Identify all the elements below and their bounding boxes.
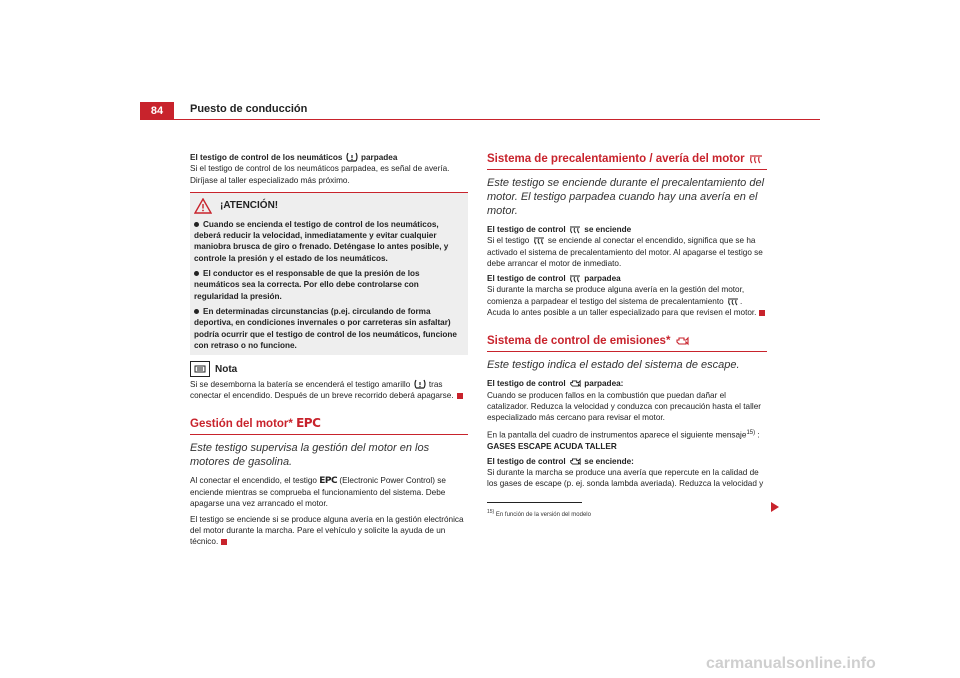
emissions-sub1-b: parpadea: — [584, 379, 624, 389]
next-page-arrow-icon[interactable] — [770, 502, 780, 512]
footnote — [487, 507, 767, 521]
preheat-para1-a: Si el testigo — [487, 236, 530, 246]
epc-icon: EPC — [296, 415, 321, 430]
emissions-message: GASES ESCAPE ACUDA TALLER — [487, 441, 617, 451]
engine-icon — [675, 336, 689, 346]
bullet-icon — [194, 271, 199, 276]
epc-section-title-text: Gestión del motor* — [190, 417, 293, 430]
footnote-rule — [487, 502, 582, 503]
emissions-sub2-b: se enciende: — [584, 456, 634, 466]
preheat-lead: Este testigo se enciende durante el precalentamiento del motor. El testigo parpadea cuando hay una avería en el motor. — [487, 177, 765, 217]
warning-item — [194, 306, 464, 351]
epc-section-title — [190, 416, 468, 431]
emissions-sub1 — [487, 378, 767, 389]
preheat-sub1 — [487, 224, 767, 235]
emissions-sub2 — [487, 456, 767, 467]
note-icon — [190, 361, 210, 377]
emissions-para2-text: En la pantalla del cuadro de instrumentos aparece el siguiente mensaje — [487, 430, 747, 440]
epc-para1-a: Al conectar el encendido, el testigo — [190, 475, 317, 485]
page-number: 84 — [140, 102, 174, 119]
epc-para2-text: El testigo se enciende si se produce alguna avería en la gestión electrónica del motor durante la marcha. Pare el vehículo y solicite la ayuda de un técnico. — [190, 514, 464, 547]
tire-heading-state: parpadea — [360, 153, 398, 162]
preheat-para1 — [487, 235, 767, 269]
end-marker-icon — [221, 539, 227, 545]
engine-icon — [569, 457, 581, 466]
emissions-title-text: Sistema de control de emisiones* — [487, 335, 671, 348]
note-text — [190, 379, 468, 402]
glow-plug-icon — [727, 297, 739, 306]
preheat-sub2 — [487, 273, 767, 284]
warning-item-text: El conductor es el responsable de que la presión de los neumáticos sea la correcta. Por ello debe controlarse con regularidad la presión. — [194, 269, 420, 301]
bullet-icon — [194, 309, 199, 314]
glow-plug-icon — [569, 274, 581, 283]
epc-para1-b: (Electronic Power Control) se enciende mientras se comprueba el funcionamiento del sistema. Debe apagarse una vez arrancado el motor. — [190, 475, 446, 509]
end-marker-icon — [457, 393, 463, 399]
tire-heading — [190, 152, 468, 163]
watermark: carmanualsonline.info — [706, 655, 876, 672]
emissions-para3: Si durante la marcha se produce una avería que repercute en la calidad de los gases de escape (p. ej. sonda lambda averiada). Reduzca la velocidad y — [487, 468, 764, 489]
emissions-sub1-a: El testigo de control — [487, 379, 566, 389]
tire-pressure-icon — [346, 152, 358, 162]
emissions-para2-end: : — [757, 430, 760, 440]
note-title — [190, 361, 468, 377]
warning-item — [194, 268, 464, 302]
preheat-para1-b: se enciende al conectar el encendido, significa que se ha activado el sistema de precalentamiento del motor. Al apagarse el testigo se debe arrancar el motor de inmediato. — [487, 236, 763, 268]
preheat-sub2-b: parpadea — [584, 274, 621, 284]
emissions-sub2-a: El testigo de control — [487, 456, 566, 466]
note-hand-icon — [194, 364, 206, 374]
preheat-sub1-a: El testigo de control — [487, 225, 566, 234]
epc-para2 — [190, 514, 468, 548]
right-column — [487, 152, 767, 521]
bullet-icon — [194, 222, 199, 227]
emissions-para1: Cuando se producen fallos en la combustión que puedan dañar el catalizador. Reduzca la velocidad y conduzca con precaución hasta el taller especializado más cercano para revisar el motor. — [487, 390, 761, 423]
warning-item-text: En determinadas circunstancias (p.ej. circulando de forma deportiva, en condiciones invernales o por carreteras sin asfaltar) podría ocurrir que el testigo de control de los neumáticos, funcione con retraso o no funcione. — [194, 306, 457, 350]
warning-box — [190, 192, 468, 355]
epc-lead: Este testigo supervisa la gestión del motor en los motores de gasolina. — [190, 441, 430, 468]
header-rule — [140, 119, 820, 120]
tire-heading-text: El testigo de control de los neumáticos — [190, 153, 343, 162]
warning-triangle-icon — [194, 198, 212, 214]
emissions-para2 — [487, 428, 767, 441]
note-title-text: Nota — [215, 363, 238, 375]
epc-para1 — [190, 475, 468, 510]
tire-text: Si el testigo de control de los neumáticos parpadea, es señal de avería. Diríjase al taller especializado más próximo. — [190, 164, 450, 185]
warning-item-text: Cuando se encienda el testigo de control de los neumáticos, deberá reducir la velocidad, inmediatamente y evitar cualquier maniobra brusca de giro o frenado. Deténgase lo antes posible, y controle la presión y el estado de los neumáticos. — [194, 219, 449, 263]
warning-title-text: ¡ATENCIÓN! — [220, 200, 279, 212]
section-rule — [487, 169, 767, 170]
engine-icon — [569, 379, 581, 388]
footnote-number: 15) — [487, 508, 495, 515]
preheat-title-text: Sistema de precalentamiento / avería del motor — [487, 153, 745, 165]
warning-title — [194, 198, 464, 214]
section-rule — [190, 434, 468, 435]
preheat-para2 — [487, 284, 767, 318]
emissions-section-title — [487, 334, 767, 348]
glow-plug-icon — [569, 225, 581, 234]
footnote-text: En función de la versión del modelo — [495, 511, 591, 518]
note-text-a: Si se desemborna la batería se encenderá el testigo amarillo — [190, 380, 411, 390]
section-rule — [487, 351, 767, 352]
section-title: Puesto de conducción — [190, 103, 308, 115]
note-text-b: tras conectar el encendido. Después de un breve recorrido deberá apagarse. — [190, 380, 454, 401]
glow-plug-icon — [533, 236, 545, 245]
end-marker-icon — [759, 310, 765, 316]
preheat-section-title — [487, 152, 767, 166]
warning-item — [194, 219, 464, 264]
glow-plug-icon — [749, 154, 763, 164]
footnote-ref: 15) — [746, 429, 756, 436]
preheat-sub2-a: El testigo de control — [487, 274, 566, 284]
epc-icon: EPC — [319, 475, 338, 486]
tire-pressure-icon — [414, 379, 426, 389]
preheat-sub1-b: se enciende — [584, 225, 632, 234]
preheat-para2-b: . Acuda lo antes posible a un taller especializado para que revisen el motor. — [487, 296, 757, 318]
emissions-lead: Este testigo indica el estado del sistema de escape. — [487, 359, 740, 372]
preheat-para2-a: Si durante la marcha se produce alguna avería en la gestión del motor, comienza a parpadear el testigo del sistema de precalentamiento — [487, 285, 745, 306]
left-column — [190, 152, 468, 552]
